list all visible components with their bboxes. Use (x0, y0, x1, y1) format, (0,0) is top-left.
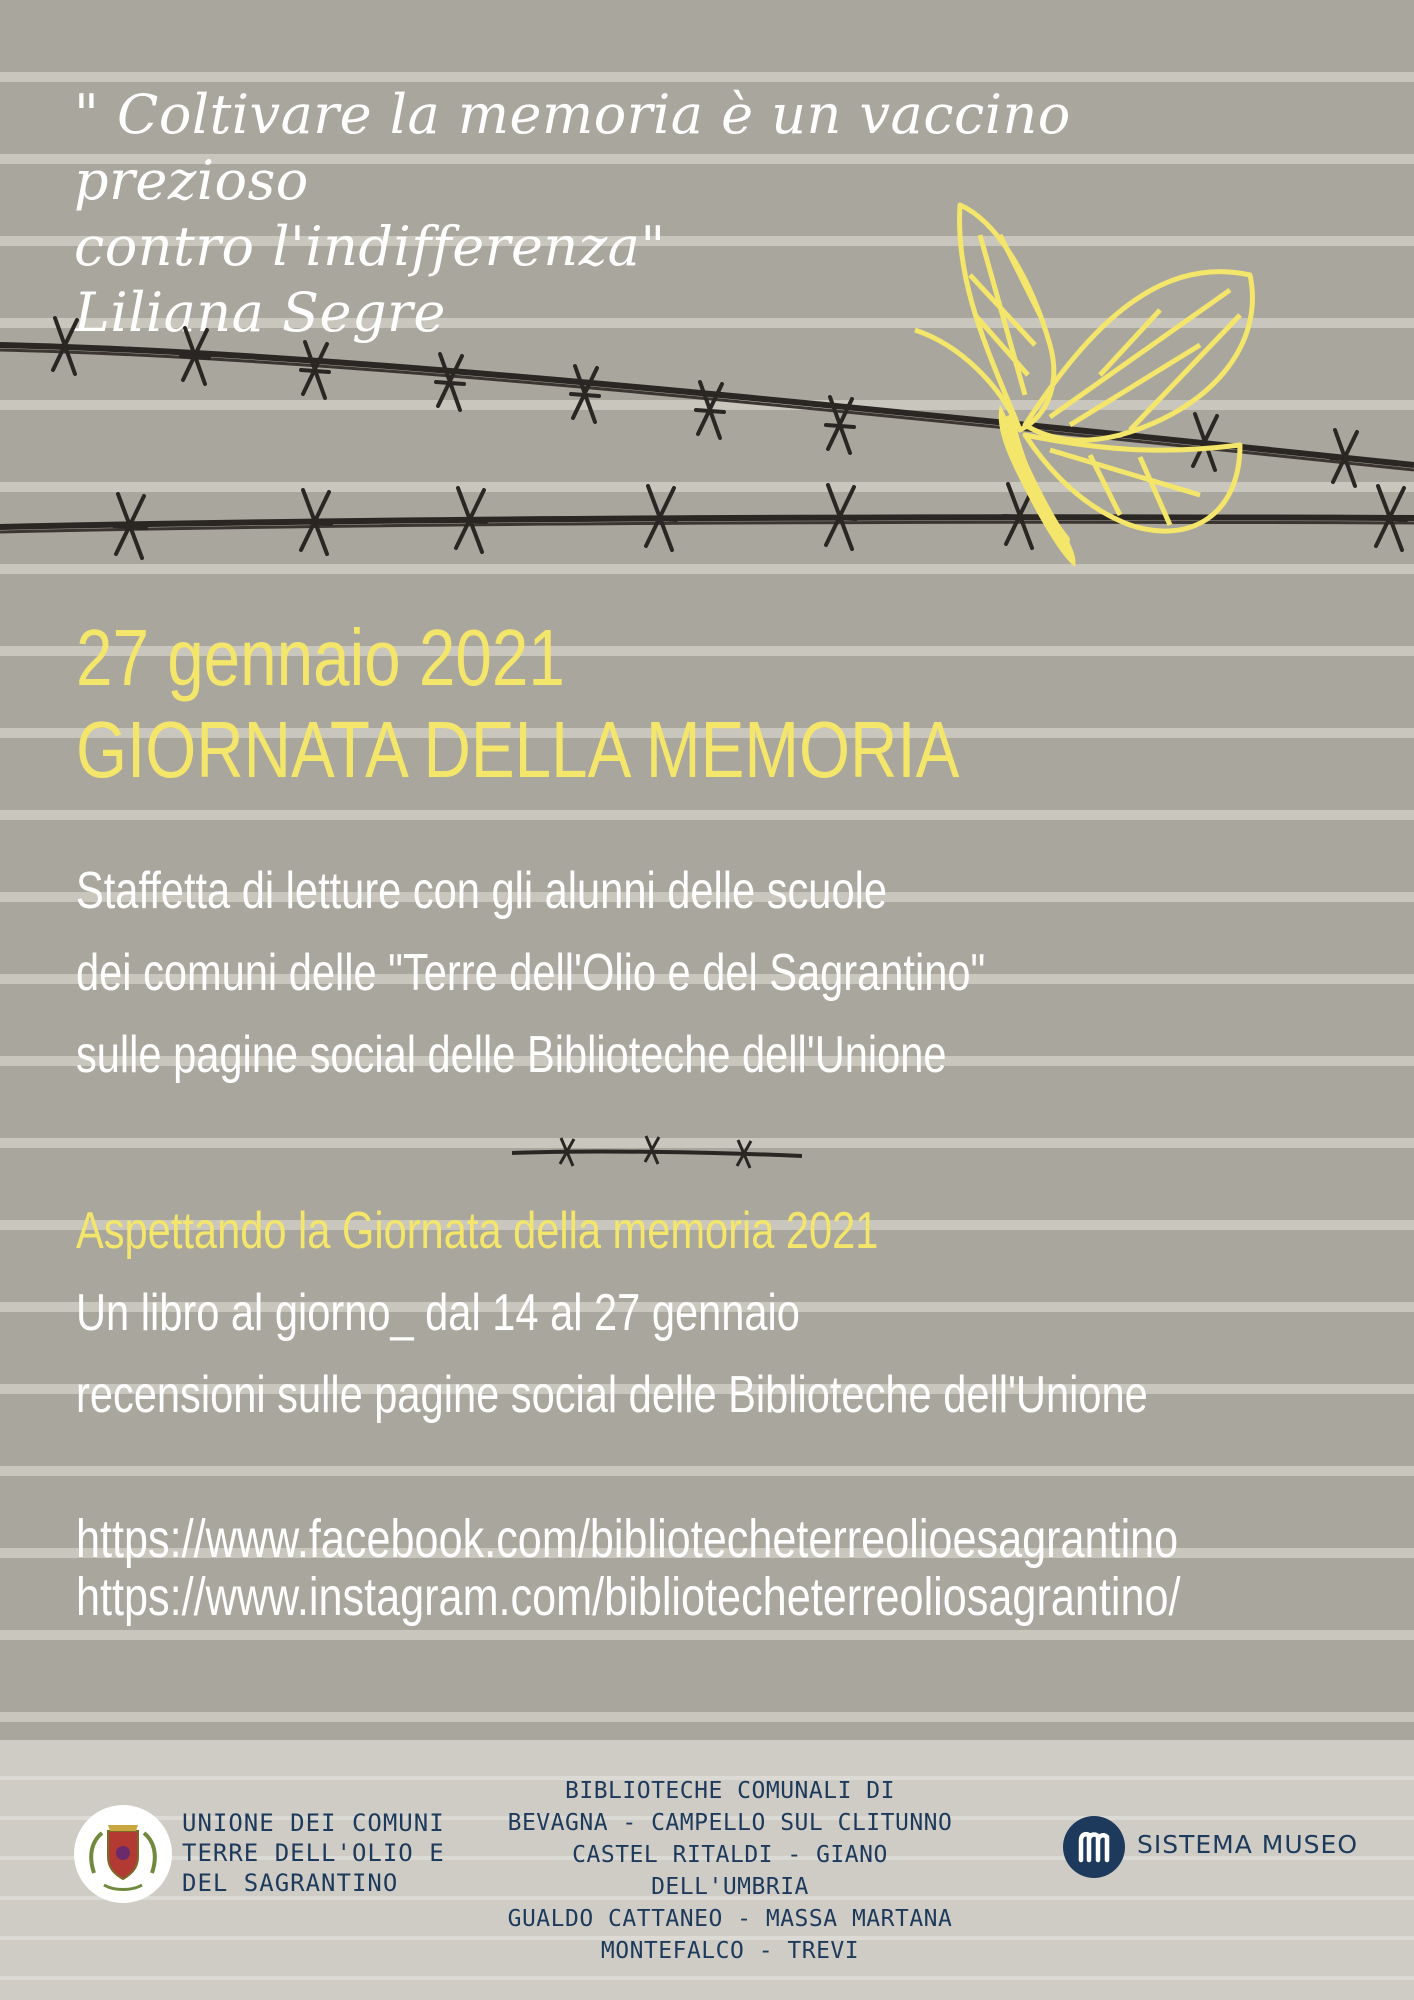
libraries-line: CASTEL RITALDI - GIANO DELL'UMBRIA (572, 1842, 888, 1900)
union-name-line: UNIONE DEI COMUNI (182, 1809, 445, 1837)
waiting-line: Un libro al giorno_ dal 14 al 27 gennaio (76, 1284, 800, 1342)
event-date: 27 gennaio 2021 (76, 613, 565, 702)
barbed-wire-divider (512, 1128, 802, 1178)
barb-knot (824, 485, 856, 549)
description-line: dei comuni delle "Terre dell'Olio e del Sagrantino" (76, 944, 986, 1002)
libraries-line: GUALDO CATTANEO - MASSA MARTANA (507, 1906, 953, 1932)
barb-knot (454, 488, 486, 552)
waiting-heading: Aspettando la Giornata della memoria 2021 (76, 1202, 879, 1260)
description-line: Staffetta di letture con gli alunni delle scuole (76, 862, 887, 920)
union-name-line: DEL SAGRANTINO (182, 1869, 399, 1897)
barb-knot (644, 486, 676, 550)
union-name-line: TERRE DELL'OLIO E (182, 1839, 445, 1867)
barb-knot (571, 366, 599, 422)
barb-knot (51, 318, 79, 374)
waiting-section (76, 1190, 1196, 1436)
event-name: GIORNATA DELLA MEMORIA (76, 705, 960, 794)
barb-knot (301, 342, 329, 398)
union-name (182, 1808, 445, 1898)
social-links (76, 1510, 1276, 1626)
coat-of-arms-icon (74, 1805, 172, 1903)
libraries-list (500, 1775, 960, 1967)
sistema-museo-logo-icon (1063, 1816, 1125, 1878)
quote-author: Liliana Segre (74, 281, 446, 344)
description (76, 850, 1196, 1096)
sistema-museo-name: SISTEMA MUSEO (1137, 1830, 1359, 1859)
barb-knot (436, 354, 464, 410)
barb-knot (1331, 430, 1359, 486)
facebook-link[interactable]: https://www.facebook.com/bibliotecheterreolioesagrantino (76, 1509, 1179, 1569)
instagram-link[interactable]: https://www.instagram.com/bibliotecheterreoliosagrantino/ (76, 1567, 1181, 1627)
libraries-line: BEVAGNA - CAMPELLO SUL CLITUNNO (507, 1810, 953, 1836)
barb-knot (114, 494, 146, 558)
barb-knot (299, 490, 331, 554)
libraries-line: BIBLIOTECHE COMUNALI DI (565, 1778, 895, 1804)
barb-knot (1374, 486, 1406, 550)
event-title (76, 612, 1060, 796)
barb-knot (181, 328, 209, 384)
butterfly-icon (900, 195, 1280, 585)
libraries-line: MONTEFALCO - TREVI (600, 1938, 860, 1964)
waiting-line: recensioni sulle pagine social delle Biblioteche dell'Unione (76, 1366, 1148, 1424)
quote-line-2: contro l'indifferenza" (74, 215, 666, 278)
description-line: sulle pagine social delle Biblioteche dell'Unione (76, 1026, 947, 1084)
quote-line-1: " Coltivare la memoria è un vaccino prezioso (74, 83, 1071, 212)
